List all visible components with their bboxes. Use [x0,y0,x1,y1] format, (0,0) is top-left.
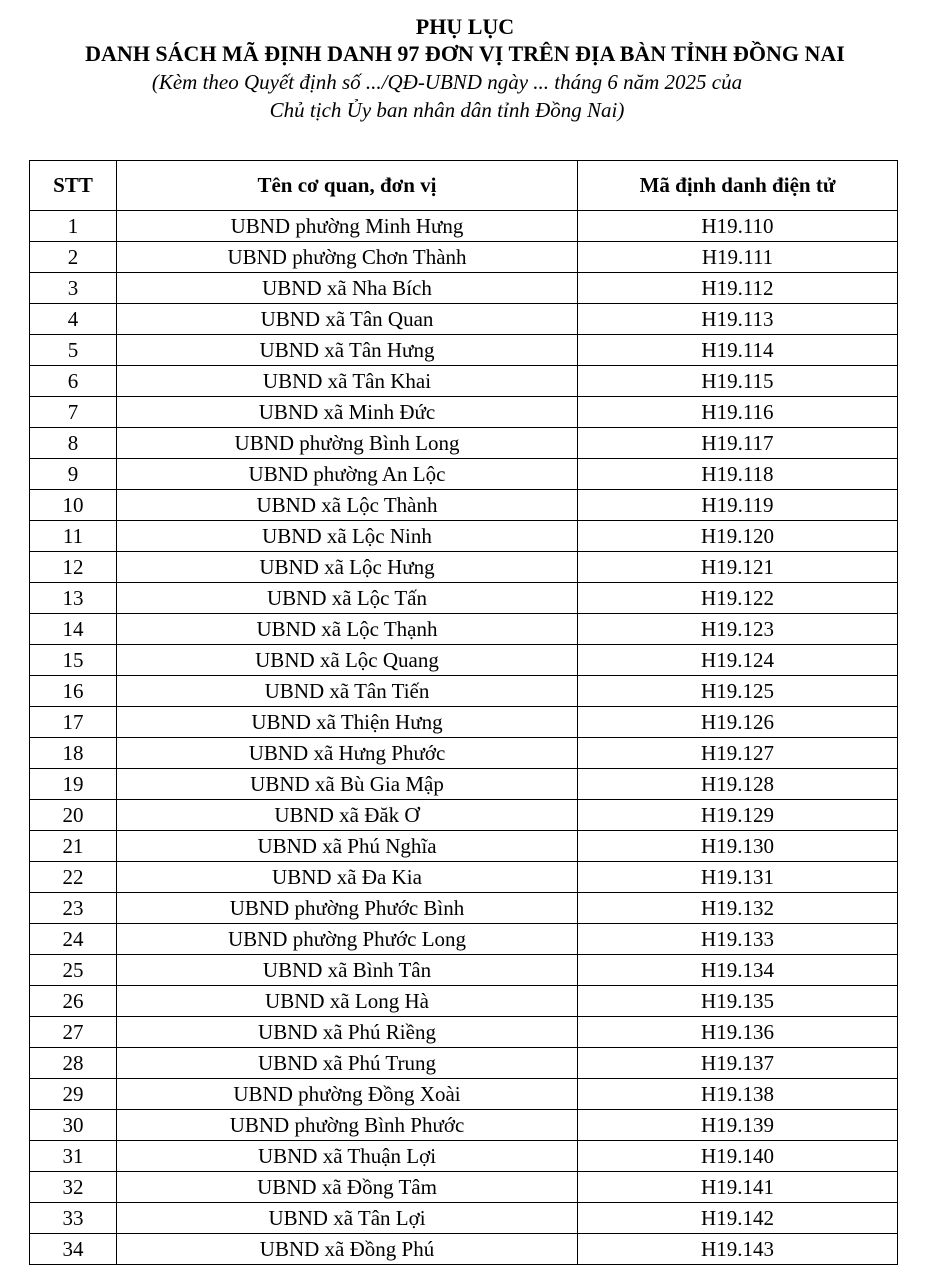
row-code-cell: H19.131 [578,862,898,893]
row-code-cell: H19.125 [578,676,898,707]
row-unit-name-cell: UBND xã Bù Gia Mập [117,769,578,800]
row-code-cell: H19.118 [578,459,898,490]
table-row [30,676,898,707]
row-unit-name-cell: UBND xã Phú Riềng [117,1017,578,1048]
row-code-cell: H19.134 [578,955,898,986]
row-stt-cell: 30 [30,1110,117,1141]
row-stt-cell: 1 [30,211,117,242]
table-row [30,397,898,428]
row-code-cell: H19.136 [578,1017,898,1048]
row-code-cell: H19.111 [578,242,898,273]
row-code-cell: H19.124 [578,645,898,676]
row-code-cell: H19.135 [578,986,898,1017]
row-stt-cell: 9 [30,459,117,490]
row-code-cell: H19.114 [578,335,898,366]
table-body [30,211,898,1265]
appendix-title: PHỤ LỤC [415,14,515,39]
column-header-electronic-code: Mã định danh điện tử [578,161,898,211]
table-row [30,1048,898,1079]
row-code-cell: H19.126 [578,707,898,738]
row-code-cell: H19.127 [578,738,898,769]
row-code-cell: H19.121 [578,552,898,583]
row-code-cell: H19.129 [578,800,898,831]
row-stt-cell: 14 [30,614,117,645]
table-row [30,955,898,986]
table-row [30,521,898,552]
row-code-cell: H19.141 [578,1172,898,1203]
row-code-cell: H19.143 [578,1234,898,1265]
row-stt-cell: 26 [30,986,117,1017]
row-stt-cell: 33 [30,1203,117,1234]
row-code-cell: H19.133 [578,924,898,955]
table-row [30,645,898,676]
row-code-cell: H19.122 [578,583,898,614]
row-unit-name-cell: UBND xã Long Hà [117,986,578,1017]
row-code-cell: H19.112 [578,273,898,304]
row-unit-name-cell: UBND xã Tân Hưng [117,335,578,366]
decision-note-line-2: Chủ tịch Ủy ban nhân dân tỉnh Đồng Nai) [269,98,625,122]
row-code-cell: H19.140 [578,1141,898,1172]
row-code-cell: H19.137 [578,1048,898,1079]
row-unit-name-cell: UBND xã Thiện Hưng [117,707,578,738]
row-stt-cell: 7 [30,397,117,428]
row-stt-cell: 32 [30,1172,117,1203]
row-unit-name-cell: UBND xã Đa Kia [117,862,578,893]
table-row [30,459,898,490]
table-row [30,490,898,521]
row-unit-name-cell: UBND phường Bình Phước [117,1110,578,1141]
row-stt-cell: 29 [30,1079,117,1110]
table-row [30,335,898,366]
table-row [30,831,898,862]
table-row [30,428,898,459]
column-header-stt: STT [30,161,117,211]
unit-code-table [29,160,898,1265]
table-row [30,1172,898,1203]
table-row [30,924,898,955]
row-stt-cell: 16 [30,676,117,707]
row-unit-name-cell: UBND xã Tân Lợi [117,1203,578,1234]
row-stt-cell: 20 [30,800,117,831]
row-stt-cell: 28 [30,1048,117,1079]
row-stt-cell: 31 [30,1141,117,1172]
row-code-cell: H19.128 [578,769,898,800]
row-stt-cell: 6 [30,366,117,397]
row-unit-name-cell: UBND xã Lộc Tấn [117,583,578,614]
table-row [30,986,898,1017]
row-unit-name-cell: UBND xã Nha Bích [117,273,578,304]
row-stt-cell: 2 [30,242,117,273]
row-code-cell: H19.117 [578,428,898,459]
row-code-cell: H19.130 [578,831,898,862]
row-stt-cell: 8 [30,428,117,459]
row-unit-name-cell: UBND phường Bình Long [117,428,578,459]
row-unit-name-cell: UBND xã Phú Nghĩa [117,831,578,862]
table-row [30,800,898,831]
row-code-cell: H19.113 [578,304,898,335]
row-unit-name-cell: UBND xã Phú Trung [117,1048,578,1079]
table-row [30,583,898,614]
table-row [30,769,898,800]
table-row [30,707,898,738]
row-stt-cell: 19 [30,769,117,800]
table-row [30,552,898,583]
row-unit-name-cell: UBND xã Tân Quan [117,304,578,335]
row-unit-name-cell: UBND xã Tân Khai [117,366,578,397]
table-row [30,738,898,769]
row-unit-name-cell: UBND xã Lộc Thạnh [117,614,578,645]
row-code-cell: H19.138 [578,1079,898,1110]
row-stt-cell: 5 [30,335,117,366]
row-unit-name-cell: UBND phường Phước Bình [117,893,578,924]
row-code-cell: H19.123 [578,614,898,645]
table-row [30,211,898,242]
table-row [30,1110,898,1141]
row-unit-name-cell: UBND xã Đăk Ơ [117,800,578,831]
row-unit-name-cell: UBND phường Chơn Thành [117,242,578,273]
document-header [0,14,930,124]
row-code-cell: H19.116 [578,397,898,428]
row-unit-name-cell: UBND phường An Lộc [117,459,578,490]
row-unit-name-cell: UBND xã Lộc Thành [117,490,578,521]
row-stt-cell: 3 [30,273,117,304]
row-unit-name-cell: UBND xã Bình Tân [117,955,578,986]
row-stt-cell: 18 [30,738,117,769]
row-stt-cell: 12 [30,552,117,583]
row-stt-cell: 24 [30,924,117,955]
row-unit-name-cell: UBND xã Hưng Phước [117,738,578,769]
row-stt-cell: 4 [30,304,117,335]
row-unit-name-cell: UBND xã Đồng Phú [117,1234,578,1265]
row-code-cell: H19.139 [578,1110,898,1141]
row-code-cell: H19.115 [578,366,898,397]
table-row [30,1079,898,1110]
row-stt-cell: 13 [30,583,117,614]
row-unit-name-cell: UBND xã Đồng Tâm [117,1172,578,1203]
table-row [30,1141,898,1172]
decision-note-line-1: (Kèm theo Quyết định số .../QĐ-UBND ngày ... tháng 6 năm 2025 của [151,70,743,94]
table-row [30,893,898,924]
row-stt-cell: 25 [30,955,117,986]
table-row [30,862,898,893]
row-stt-cell: 10 [30,490,117,521]
row-code-cell: H19.119 [578,490,898,521]
row-stt-cell: 17 [30,707,117,738]
row-stt-cell: 15 [30,645,117,676]
row-unit-name-cell: UBND xã Lộc Quang [117,645,578,676]
row-unit-name-cell: UBND phường Phước Long [117,924,578,955]
row-unit-name-cell: UBND xã Thuận Lợi [117,1141,578,1172]
row-unit-name-cell: UBND phường Đồng Xoài [117,1079,578,1110]
row-unit-name-cell: UBND phường Minh Hưng [117,211,578,242]
table-row [30,1203,898,1234]
row-stt-cell: 22 [30,862,117,893]
row-unit-name-cell: UBND xã Lộc Hưng [117,552,578,583]
row-code-cell: H19.110 [578,211,898,242]
row-code-cell: H19.142 [578,1203,898,1234]
row-unit-name-cell: UBND xã Minh Đức [117,397,578,428]
row-code-cell: H19.132 [578,893,898,924]
row-stt-cell: 23 [30,893,117,924]
list-title: DANH SÁCH MÃ ĐỊNH DANH 97 ĐƠN VỊ TRÊN ĐỊA BÀN TỈNH ĐỒNG NAI [85,41,845,66]
table-header-row [30,161,898,211]
row-stt-cell: 21 [30,831,117,862]
table-row [30,366,898,397]
table-row [30,1017,898,1048]
table-row [30,242,898,273]
table-row [30,1234,898,1265]
row-stt-cell: 34 [30,1234,117,1265]
row-unit-name-cell: UBND xã Lộc Ninh [117,521,578,552]
row-code-cell: H19.120 [578,521,898,552]
row-stt-cell: 27 [30,1017,117,1048]
column-header-unit-name: Tên cơ quan, đơn vị [117,161,578,211]
row-stt-cell: 11 [30,521,117,552]
row-unit-name-cell: UBND xã Tân Tiến [117,676,578,707]
table-row [30,273,898,304]
table-row [30,304,898,335]
table-row [30,614,898,645]
